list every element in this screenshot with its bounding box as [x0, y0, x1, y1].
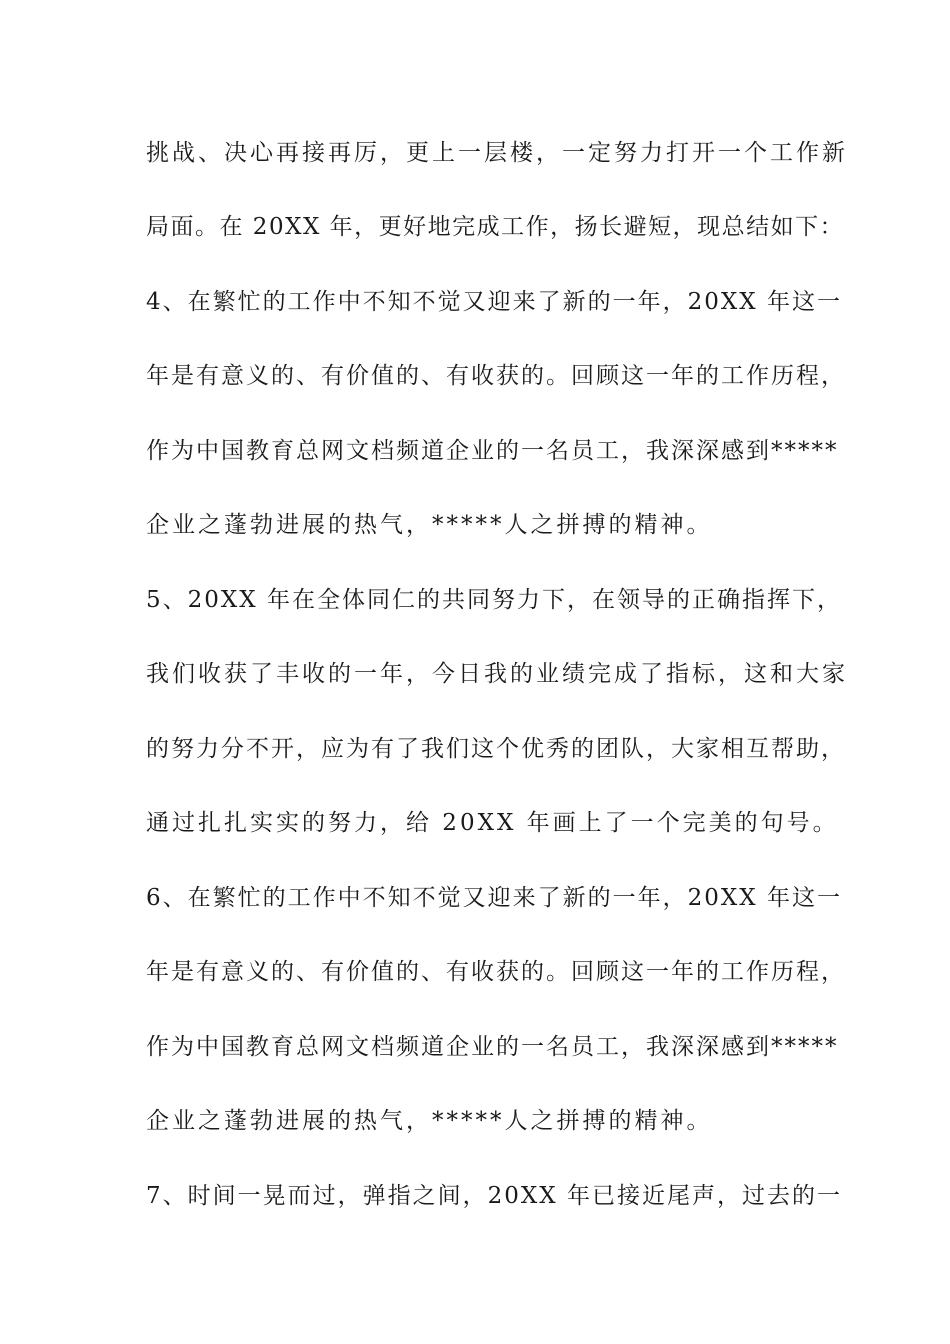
text-line: 挑战、决心再接再厉，更上一层楼，一定努力打开一个工作新	[146, 140, 848, 166]
text-line: 我们收获了丰收的一年，今日我的业绩完成了指标，这和大家	[146, 661, 848, 687]
text-line: 6、在繁忙的工作中不知不觉又迎来了新的一年，20XX 年这一	[146, 885, 842, 911]
text-line: 作为中国教育总网文档频道企业的一名员工，我深深感到*****	[146, 438, 839, 464]
text-line: 年是有意义的、有价值的、有收获的。回顾这一年的工作历程，	[146, 363, 846, 389]
text-line: 年是有意义的、有价值的、有收获的。回顾这一年的工作历程，	[146, 959, 846, 985]
text-line: 企业之蓬勃进展的热气，*****人之拼搏的精神。	[146, 1108, 713, 1134]
text-line: 的努力分不开，应为有了我们这个优秀的团队，大家相互帮助，	[146, 736, 846, 762]
text-line: 4、在繁忙的工作中不知不觉又迎来了新的一年，20XX 年这一	[146, 289, 842, 315]
text-line: 企业之蓬勃进展的热气，*****人之拼搏的精神。	[146, 512, 713, 538]
text-line: 7、时间一晃而过，弹指之间，20XX 年已接近尾声，过去的一	[146, 1183, 842, 1209]
text-line: 局面。在 20XX 年，更好地完成工作，扬长避短，现总结如下：	[146, 214, 845, 240]
text-line: 通过扎扎实实的努力，给 20XX 年画上了一个完美的句号。	[146, 810, 839, 836]
text-line: 5、20XX 年在全体同仁的共同努力下，在领导的正确指挥下，	[146, 587, 842, 613]
text-line: 作为中国教育总网文档频道企业的一名员工，我深深感到*****	[146, 1034, 839, 1060]
